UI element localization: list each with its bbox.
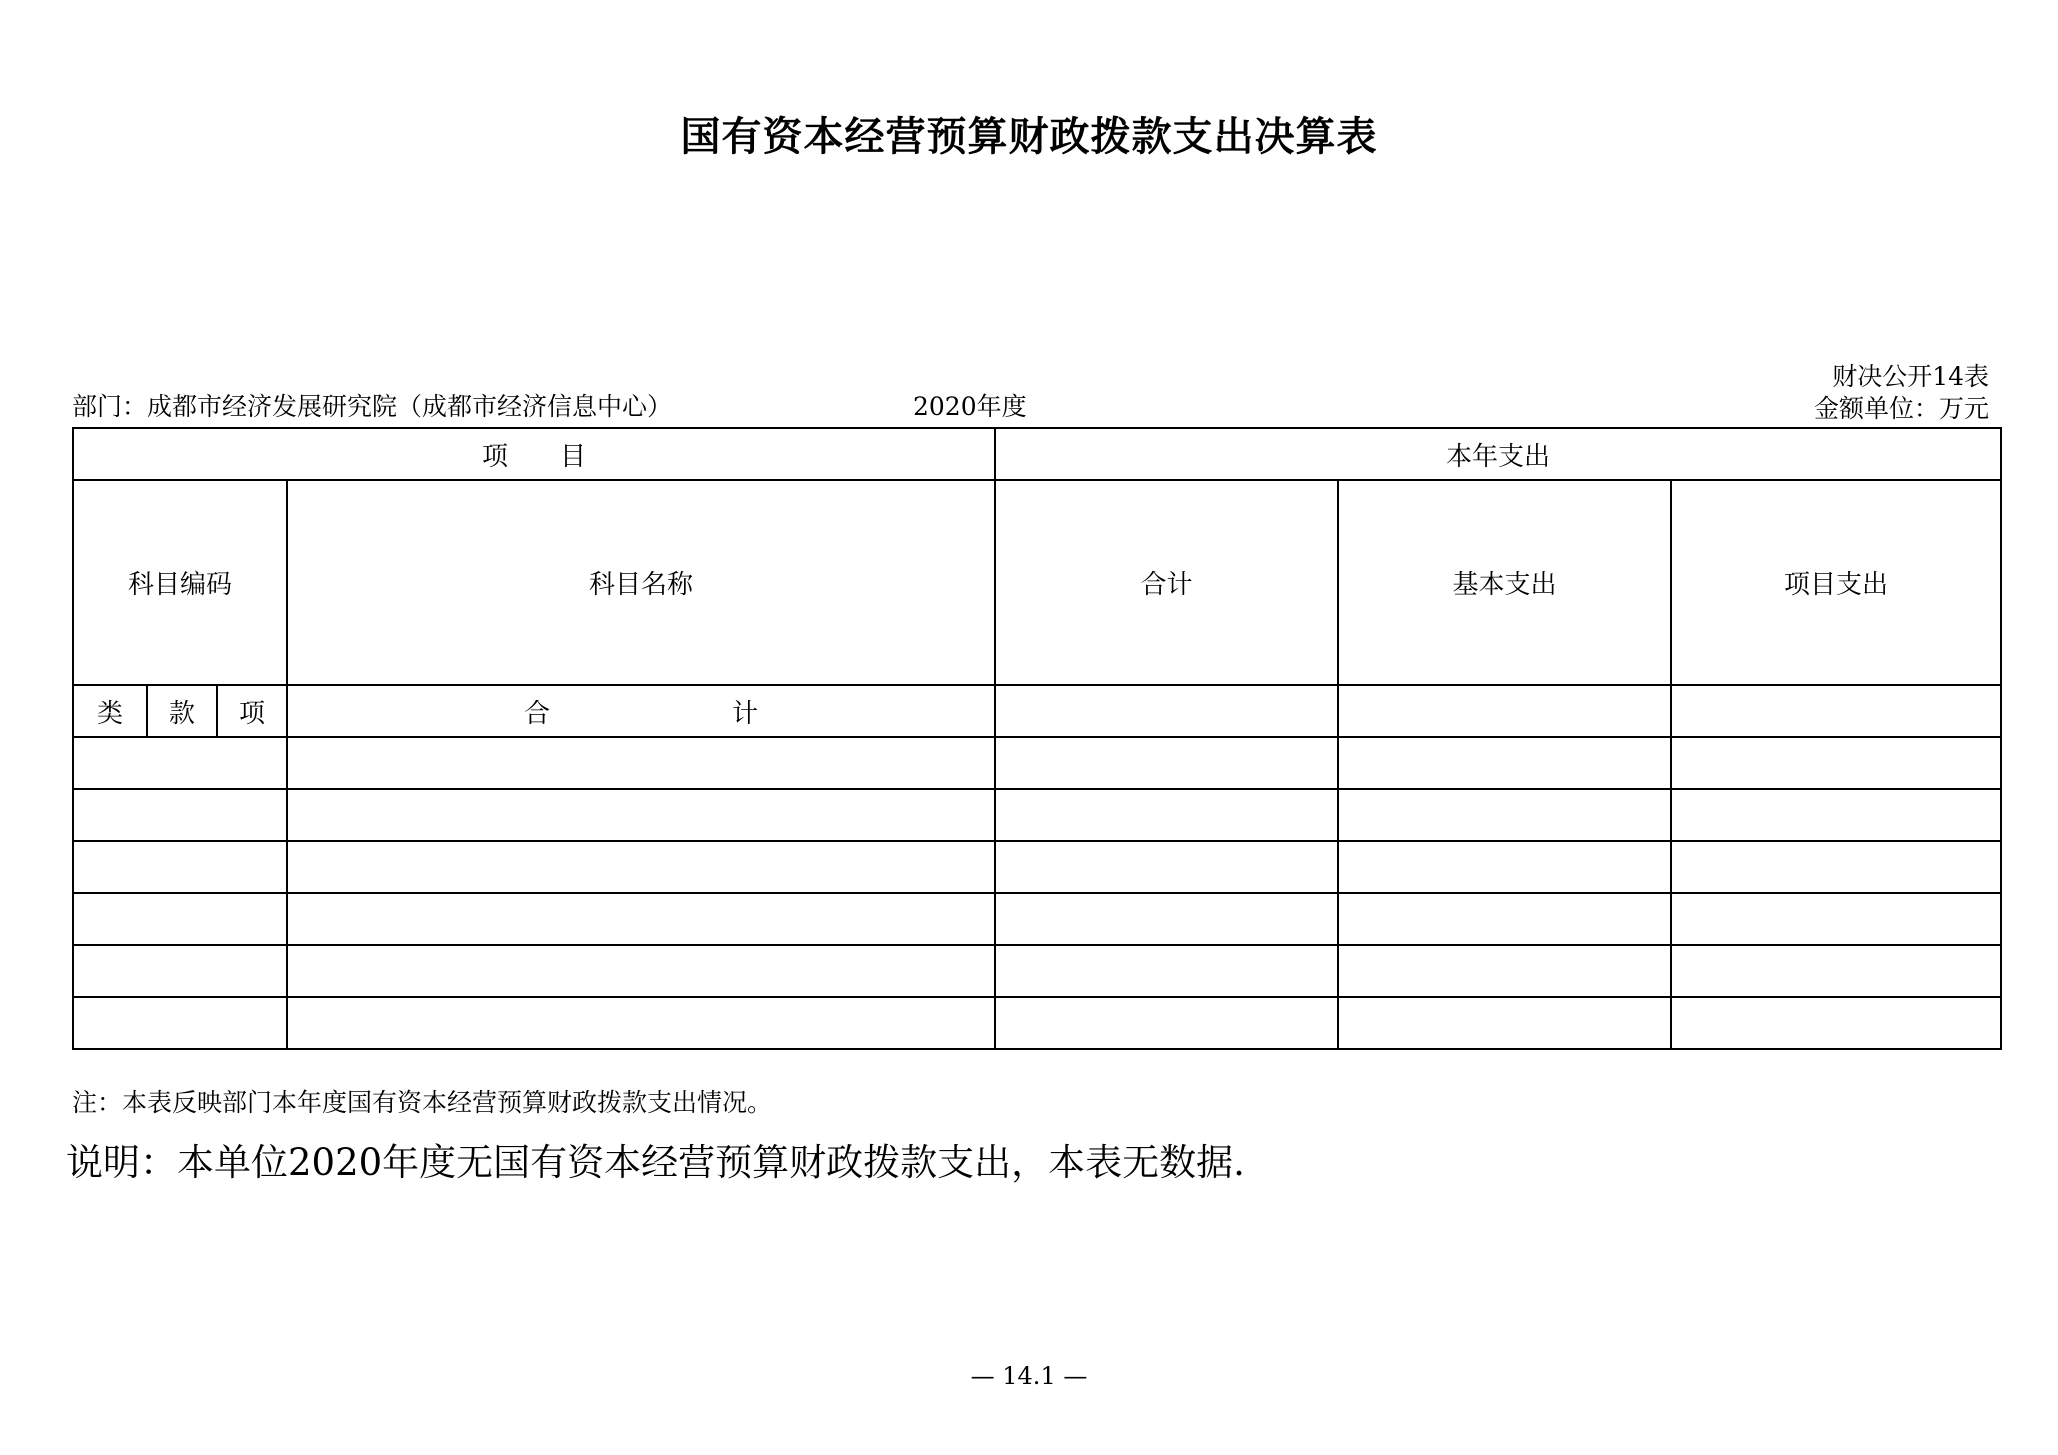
explanation-text: 说明：本单位2020年度无国有资本经营预算财政拨款支出，本表无数据.: [66, 1141, 1245, 1184]
page-title: 国有资本经营预算财政拨款支出决算表: [680, 114, 1378, 160]
table-row: [73, 893, 2001, 945]
page-number: — 14.1 —: [970, 1362, 1088, 1390]
table-row: [73, 789, 2001, 841]
table-subheader-row: [73, 480, 2001, 685]
header-kuan: 款: [147, 685, 217, 737]
table-row: [73, 841, 2001, 893]
table-note: 注：本表反映部门本年度国有资本经营预算财政拨款支出情况。: [72, 1088, 773, 1117]
header-item-group: 项 目: [73, 428, 995, 480]
expenditure-table: [72, 427, 2002, 1050]
table-header-row: [73, 428, 2001, 480]
table-row: [73, 997, 2001, 1049]
table-total-row: [73, 685, 2001, 737]
total-cell: [995, 685, 1338, 737]
unit-label: 金额单位：万元: [1813, 394, 1989, 423]
header-subject-code: 科目编码: [73, 480, 287, 685]
department-label: 部门：成都市经济发展研究院（成都市经济信息中心）: [72, 392, 673, 421]
table-row: [73, 737, 2001, 789]
form-code-label: 财决公开14表: [1832, 362, 1989, 391]
project-total-cell: [1671, 685, 2001, 737]
header-project-expense: 项目支出: [1671, 480, 2001, 685]
header-expense-group: 本年支出: [995, 428, 2001, 480]
header-total: 合计: [995, 480, 1338, 685]
header-lei: 类: [73, 685, 147, 737]
year-label: 2020年度: [913, 392, 1027, 421]
basic-total-cell: [1338, 685, 1671, 737]
header-basic-expense: 基本支出: [1338, 480, 1671, 685]
header-xiang: 项: [217, 685, 287, 737]
header-subject-name: 科目名称: [287, 480, 995, 685]
table-row: [73, 945, 2001, 997]
total-row-label: 合 计: [287, 685, 995, 737]
